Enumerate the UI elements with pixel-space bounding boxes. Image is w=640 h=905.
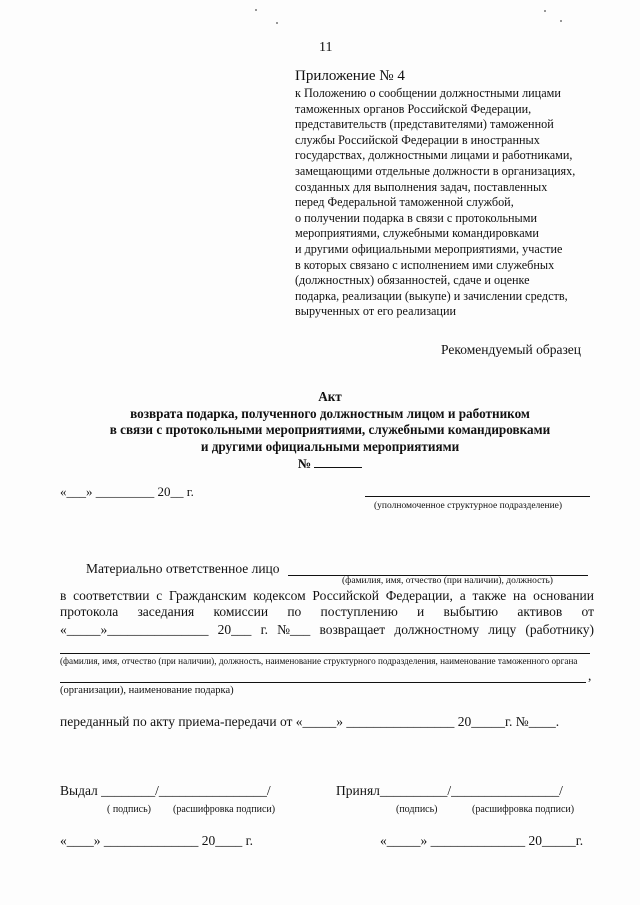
appendix-line: представительств (представителями) таможенной	[295, 117, 554, 132]
appendix-line: к Положению о сообщении должностными лицами	[295, 86, 561, 100]
act-title-line: в связи с протокольными мероприятиями, служебными командировками	[109, 422, 551, 437]
act-title	[40, 389, 620, 473]
act-date: «___» _________ 20__ г.	[60, 484, 194, 499]
act-title-line: и другими официальными мероприятиями	[200, 438, 460, 454]
appendix-line: вырученных от его реализации	[295, 304, 456, 319]
responsible-label: Материально ответственное лицо	[86, 561, 280, 576]
act-number-label: №	[297, 456, 311, 471]
accepted-signature-caption: (подпись)	[396, 804, 438, 815]
act-number	[40, 455, 620, 473]
official-line[interactable]	[60, 653, 590, 654]
sample-label: Рекомендуемый образец	[441, 342, 582, 357]
act-title-line: Акт	[318, 389, 342, 404]
appendix-line: о получении подарка в связи с протокольными	[295, 210, 537, 225]
unit-line[interactable]	[365, 496, 590, 497]
body-line: «_____»_______________ 20___ г. №___ возвращает должностному лицу (работнику)	[60, 622, 594, 637]
accepted-decode-caption: (расшифровка подписи)	[472, 804, 575, 815]
transferred-line: переданный по акту приема-передачи от «_____» ________________ 20_____г. №____.	[60, 714, 560, 729]
appendix-line: перед Федеральной таможенной службой,	[295, 195, 514, 210]
appendix-line: замещающими отдельные должности в организациях,	[295, 163, 576, 178]
appendix-text	[295, 86, 605, 320]
scan-speck	[544, 10, 546, 12]
responsible-caption: (фамилия, имя, отчество (при наличии), должность)	[342, 576, 553, 586]
appendix-line: таможенных органов Российской Федерации,	[295, 101, 532, 116]
page-number: 11	[319, 40, 333, 55]
act-number-field[interactable]	[314, 455, 362, 468]
unit-caption: (уполномоченное структурное подразделение)	[374, 501, 563, 511]
issued-date: «____» ______________ 20____ г.	[60, 833, 254, 848]
scan-speck	[560, 20, 562, 22]
scan-speck	[255, 9, 257, 11]
accepted-date: «_____» ______________ 20_____г.	[380, 833, 584, 848]
org-caption: (организации), наименование подарка)	[60, 685, 234, 696]
issued-label: Выдал ________/________________/	[60, 783, 271, 798]
line-comma: ,	[588, 668, 592, 683]
appendix-line: (должностных) обязанностей, сдаче и оценке	[295, 273, 530, 288]
appendix-line: в которых связано с исполнением ими служебных	[295, 257, 555, 272]
issued-decode-caption: (расшифровка подписи)	[173, 804, 276, 815]
act-title-line: возврата подарка, полученного должностным лицом и работником	[130, 405, 530, 421]
appendix-line: мероприятиями, служебными командировками	[295, 226, 539, 241]
gift-line[interactable]	[60, 682, 586, 683]
official-caption: (фамилия, имя, отчество (при наличии), должность, наименование структурного подразделения, наименование таможенного органа	[60, 656, 578, 666]
issued-signature-caption: ( подпись)	[107, 804, 152, 815]
body-line: в соответствии с Гражданским кодексом Российской Федерации, а также на основании	[60, 588, 594, 603]
body-line: протокола заседания комиссии по поступлению и выбытию активов от	[60, 604, 594, 619]
appendix-line: государствах, должностными лицами и работниками,	[295, 148, 573, 163]
appendix-line: и другими официальными мероприятиями, участие	[295, 241, 563, 256]
appendix-line: созданных для выполнения задач, поставленных	[295, 179, 548, 194]
appendix-line: службы Российской Федерации в иностранных	[295, 132, 540, 147]
appendix-title: Приложение № 4	[295, 68, 405, 84]
scan-speck	[276, 22, 278, 24]
accepted-label: Принял__________/________________/	[336, 783, 563, 798]
appendix-line: подарка, реализации (выкупе) и зачислении средств,	[295, 288, 568, 303]
